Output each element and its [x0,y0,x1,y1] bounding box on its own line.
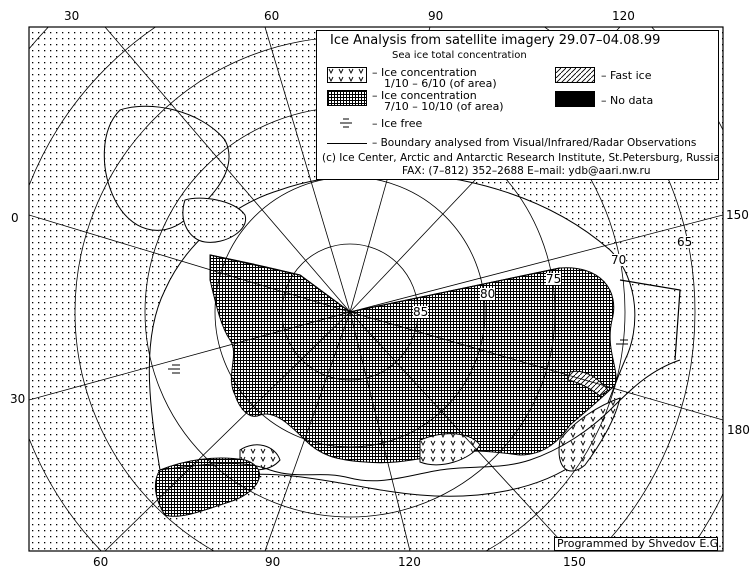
legend-contact: FAX: (7–812) 352–2688 E–mail: ydb@aari.nw.ru [402,165,651,177]
lon-label-bottom-90: 90 [265,555,281,569]
programmer-credit: Programmed by Shvedov E.G. [554,537,718,551]
swatch-boundary-line [327,143,367,144]
lat-label-65: 65 [677,235,693,249]
lon-label-bottom-60: 60 [93,555,109,569]
legend-high-conc-line1: – Ice concentration [372,89,477,102]
lon-label-top-30: 30 [64,9,80,23]
legend-subtitle: Sea ice total concentration [392,50,527,61]
lon-label-right-180: 180 [727,423,750,437]
legend-credits: (c) Ice Center, Arctic and Antarctic Research Institute, St.Petersburg, Russia [322,152,720,164]
lon-label-bottom-150: 150 [563,555,586,569]
legend-ice-free: – Ice free [372,117,423,130]
legend-panel [316,30,719,180]
legend-title: Ice Analysis from satellite imagery 29.07–04.08.99 [330,33,661,48]
lon-label-left-0: 0 [11,211,19,225]
legend-fast-ice: – Fast ice [601,69,652,82]
swatch-fast-ice [555,67,595,83]
lat-label-75: 75 [546,272,562,286]
swatch-high-concentration [327,90,367,106]
lon-label-top-60: 60 [264,9,280,23]
lon-label-top-90: 90 [428,9,444,23]
swatch-ice-free-icon [339,115,355,134]
legend-boundary: – Boundary analysed from Visual/Infrared/Radar Observations [372,137,697,149]
legend-low-conc-line1: – Ice concentration [372,66,477,79]
swatch-no-data [555,91,595,107]
lon-label-bottom-120: 120 [398,555,421,569]
legend-low-conc-line2: 1/10 – 6/10 (of area) [384,77,497,90]
lon-label-left-30: 30 [10,392,26,406]
lat-label-80: 80 [480,287,496,301]
lon-label-right-150: 150 [726,208,749,222]
swatch-low-concentration [327,67,367,83]
legend-high-conc-line2: 7/10 – 10/10 (of area) [384,100,504,113]
lat-label-70: 70 [611,253,627,267]
lat-label-85: 85 [413,305,429,319]
legend-no-data: – No data [601,94,654,107]
lon-label-top-120: 120 [612,9,635,23]
